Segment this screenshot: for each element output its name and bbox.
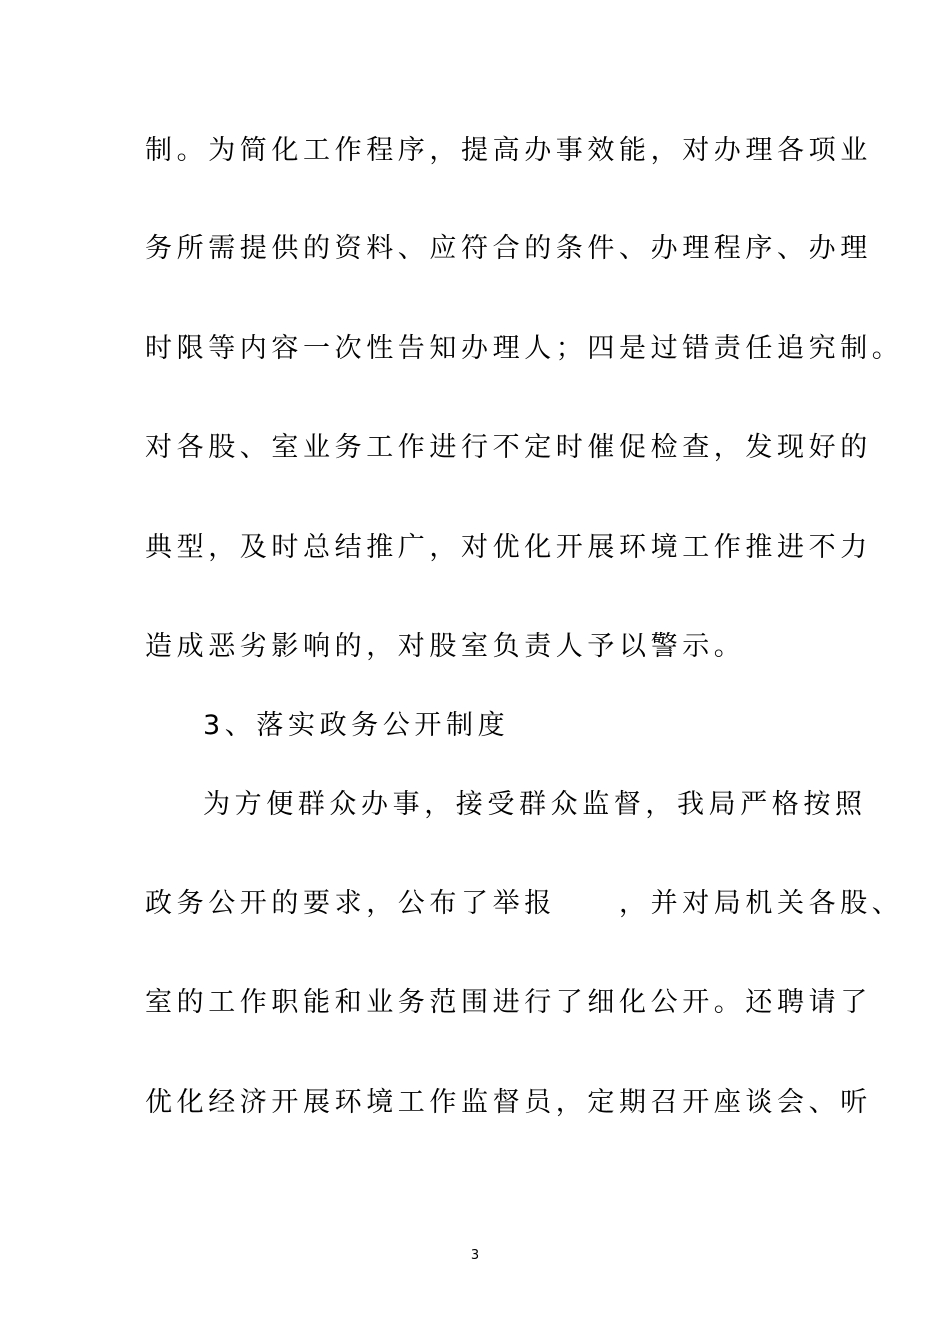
section-heading: 3、落实政务公开制度	[203, 710, 510, 741]
body-text-line: 典型，及时总结推广，对优化开展环境工作推进不力	[145, 532, 872, 563]
body-text-line: 政务公开的要求，公布了举报 ，并对局机关各股、	[145, 888, 904, 919]
body-text-line: 室的工作职能和业务范围进行了细化公开。还聘请了	[145, 987, 872, 1018]
body-text-line: 制。为简化工作程序，提高办事效能，对办理各项业	[145, 135, 872, 166]
body-text-line: 为方便群众办事，接受群众监督，我局严格按照	[203, 789, 867, 820]
page-number: 3	[470, 1248, 480, 1263]
body-text-line: 优化经济开展环境工作监督员，定期召开座谈会、听	[145, 1087, 872, 1118]
body-text-line: 对各股、室业务工作进行不定时催促检查，发现好的	[145, 432, 872, 463]
body-text-line: 时限等内容一次性告知办理人；四是过错责任追究制。	[145, 333, 904, 364]
body-text-line: 务所需提供的资料、应符合的条件、办理程序、办理	[145, 233, 872, 264]
body-text-line: 造成恶劣影响的，对股室负责人予以警示。	[145, 631, 746, 662]
